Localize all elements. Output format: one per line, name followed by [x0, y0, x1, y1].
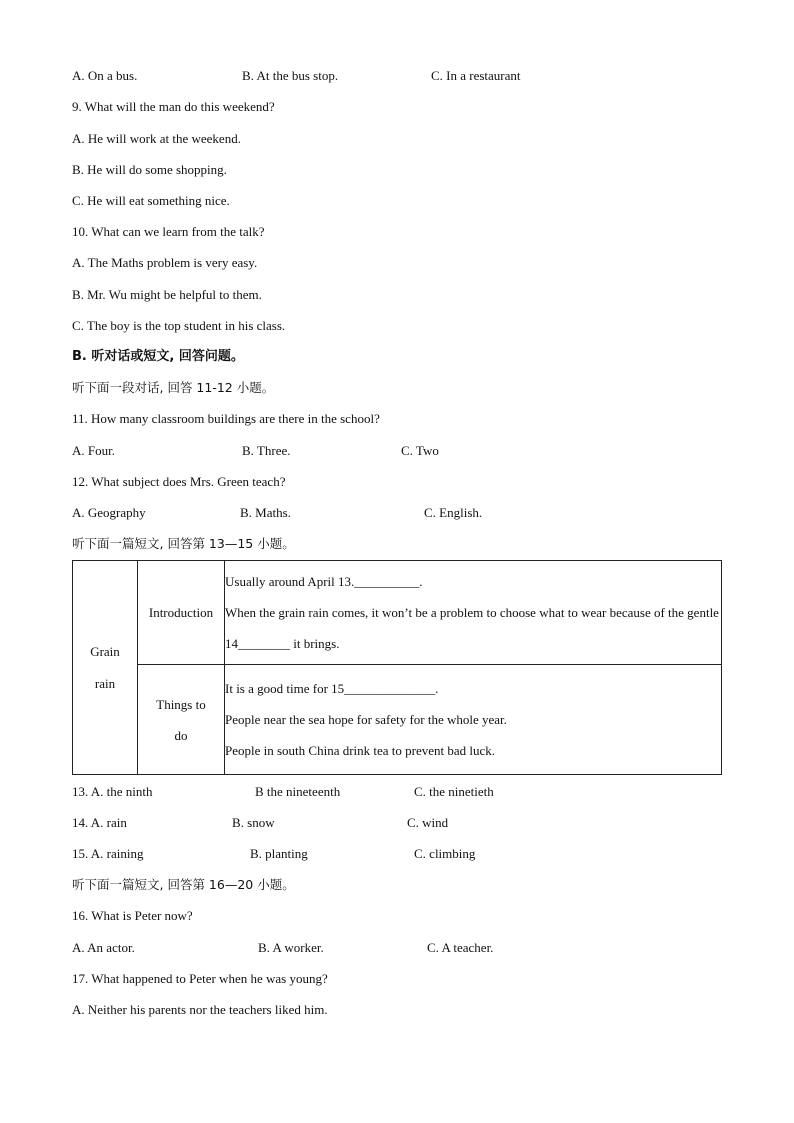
q9-option-c: C. He will eat something nice. — [72, 193, 230, 208]
q15-option-a: 15. A. raining — [72, 846, 144, 861]
table-topic-line1: Grain — [90, 643, 120, 659]
q14-option-b: B. snow — [232, 815, 275, 830]
q14-option-c: C. wind — [407, 815, 449, 830]
q8-option-b: B. At the bus stop. — [242, 68, 339, 83]
table-row2-line: It is a good time for 15______________. — [225, 681, 439, 696]
table-things-to-do-content — [225, 665, 722, 775]
q9-option-b: B. He will do some shopping. — [72, 162, 227, 177]
q11-option-b: B. Three. — [242, 443, 291, 458]
table-row2-label-line2: do — [174, 727, 188, 743]
q13-option-a: 13. A. the ninth — [72, 784, 153, 799]
q16-option-b: B. A worker. — [258, 940, 324, 955]
table-row2-line: People near the sea hope for safety for the whole year. — [225, 712, 507, 727]
q12-question: 12. What subject does Mrs. Green teach? — [72, 474, 286, 489]
table-row1-line: Usually around April 13.__________. — [225, 574, 423, 589]
q12-option-b: B. Maths. — [240, 505, 291, 520]
q16-option-c: C. A teacher. — [427, 940, 494, 955]
section-intro-16-20: 听下面一篇短文, 回答第 16—20 小题。 — [72, 877, 295, 892]
table-row1-line: When the grain rain comes, it won’t be a problem to choose what to wear because of the gentle 14________ it brings. — [225, 605, 719, 651]
q17-option-a: A. Neither his parents nor the teachers liked him. — [72, 1002, 328, 1017]
q10-option-a: A. The Maths problem is very easy. — [72, 255, 258, 270]
q17-question: 17. What happened to Peter when he was young? — [72, 971, 328, 986]
table-things-to-do-label — [138, 665, 225, 775]
q16-question: 16. What is Peter now? — [72, 908, 193, 923]
table-topic-cell — [73, 561, 138, 775]
q13-option-c: C. the ninetieth — [414, 784, 494, 799]
q14-option-a: 14. A. rain — [72, 815, 127, 830]
q9-option-a: A. He will work at the weekend. — [72, 131, 241, 146]
q10-option-c: C. The boy is the top student in his class. — [72, 318, 286, 333]
q12-option-a: A. Geography — [72, 505, 146, 520]
table-row2-label-line1: Things to — [156, 696, 206, 712]
section-intro-11-12: 听下面一段对话, 回答 11-12 小题。 — [72, 380, 275, 395]
q12-option-c: C. English. — [424, 505, 483, 520]
q8-option-a: A. On a bus. — [72, 68, 138, 83]
q10-option-b: B. Mr. Wu might be helpful to them. — [72, 287, 262, 302]
q9-question: 9. What will the man do this weekend? — [72, 99, 275, 114]
q13-option-b: B the nineteenth — [255, 784, 341, 799]
section-b-title: B. 听对话或短文, 回答问题。 — [72, 349, 244, 364]
table-introduction-label: Introduction — [138, 561, 225, 665]
table-row2-line: People in south China drink tea to prevent bad luck. — [225, 743, 496, 758]
grain-rain-table — [72, 560, 722, 775]
q16-option-a: A. An actor. — [72, 940, 135, 955]
q15-option-c: C. climbing — [414, 846, 476, 861]
q10-question: 10. What can we learn from the talk? — [72, 224, 265, 239]
table-introduction-content — [225, 561, 722, 665]
section-intro-13-15: 听下面一篇短文, 回答第 13—15 小题。 — [72, 536, 295, 551]
q11-question: 11. How many classroom buildings are there in the school? — [72, 411, 380, 426]
q8-option-c: C. In a restaurant — [431, 68, 521, 83]
q11-option-c: C. Two — [401, 443, 439, 458]
q15-option-b: B. planting — [250, 846, 308, 861]
q11-option-a: A. Four. — [72, 443, 115, 458]
table-topic-line2: rain — [94, 675, 116, 691]
